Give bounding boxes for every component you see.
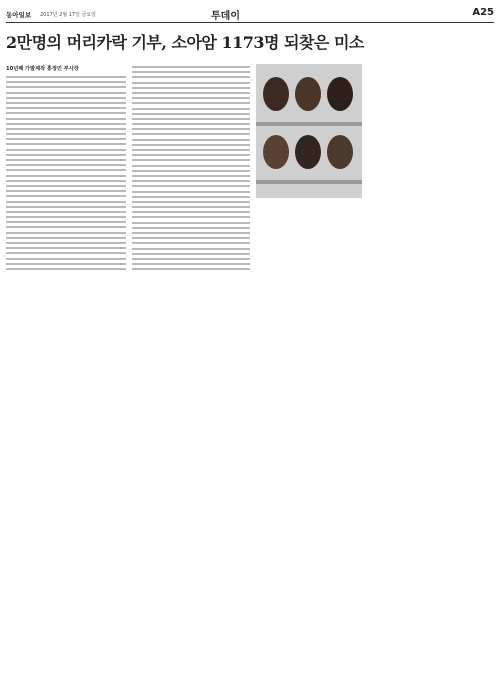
lead-body-col1	[6, 76, 126, 271]
masthead	[6, 6, 494, 23]
issue-date: 2017년 2월 17일 금요일	[40, 12, 97, 18]
lead-photo-wigs	[256, 64, 362, 198]
lead-headline: 2만명의 머리카락 기부, 소아암 1173명 되찾은 미소	[6, 33, 364, 52]
section-title: 투데이	[211, 11, 240, 22]
wig-mannequins-illustration	[256, 64, 362, 198]
lead-body-col2	[132, 66, 250, 276]
lead-byline: 10년째 가발제작 홍정민 부사장	[6, 66, 79, 72]
page-number: A25	[472, 7, 494, 18]
publication-name: 동아일보	[6, 11, 32, 19]
